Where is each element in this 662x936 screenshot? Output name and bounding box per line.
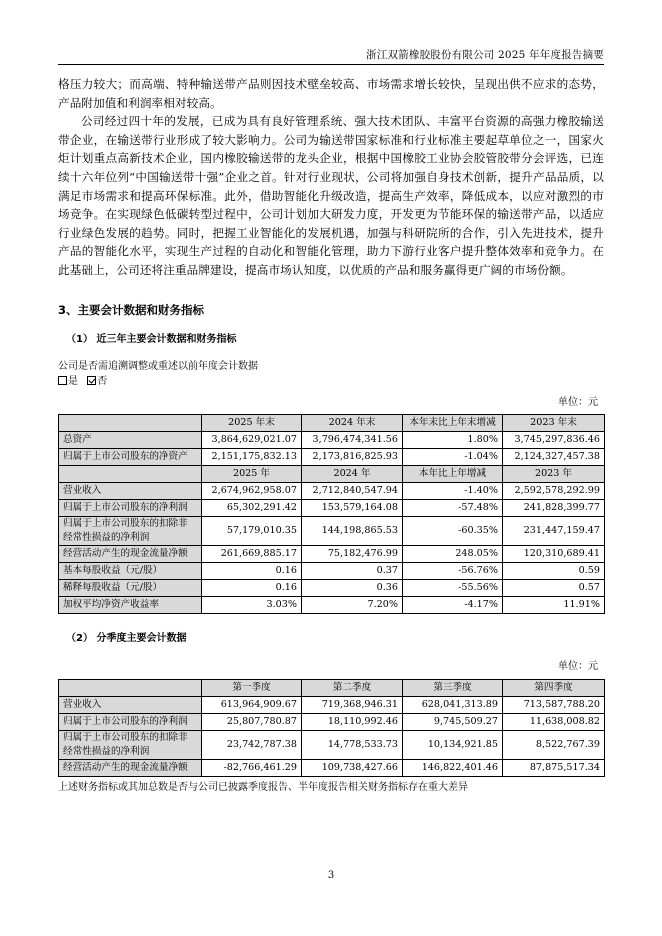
- table-header-cell: 本年比上年增减: [403, 465, 503, 482]
- table-row: [59, 448, 605, 465]
- section-title: 3、主要会计数据和财务指标: [58, 302, 205, 317]
- table-row: [59, 482, 605, 499]
- value-cell: 2,674,962,958.07: [202, 482, 302, 499]
- row-label-cell: 经营活动产生的现金流量净额: [59, 545, 202, 562]
- value-cell: -57.48%: [403, 499, 503, 516]
- value-cell: 75,182,476.99: [302, 545, 403, 562]
- value-cell: 9,745,509.27: [403, 713, 503, 730]
- value-cell: 2,173,816,825.93: [302, 448, 403, 465]
- value-cell: 261,669,885.17: [202, 545, 302, 562]
- table-row: [59, 499, 605, 516]
- value-cell: 14,778,533.73: [302, 730, 403, 759]
- table-header-cell: 第一季度: [202, 679, 302, 696]
- row-label-cell: 营业收入: [59, 482, 202, 499]
- row-label-cell: 归属于上市公司股东的净资产: [59, 448, 202, 465]
- page-header: 浙江双箭橡胶股份有限公司 2025 年年度报告摘要: [366, 49, 604, 61]
- table-row: [59, 579, 605, 596]
- table-header-cell: [59, 679, 202, 696]
- table-header-cell: 第三季度: [403, 679, 503, 696]
- value-cell: 0.36: [302, 579, 403, 596]
- value-cell: -82,766,461.29: [202, 759, 302, 776]
- row-label-cell: 归属于上市公司股东的扣除非经常性损益的净利润: [59, 516, 202, 545]
- value-cell: 57,179,010.35: [202, 516, 302, 545]
- table-row: [59, 759, 605, 776]
- table-header-cell: 第二季度: [302, 679, 403, 696]
- value-cell: 120,310,689.41: [503, 545, 605, 562]
- page-content: [58, 75, 604, 795]
- value-cell: 23,742,787.38: [202, 730, 302, 759]
- table-header-row: [59, 465, 605, 482]
- table-header-cell: 2023 年末: [503, 414, 605, 431]
- unit-label-1: 单位：元: [558, 396, 598, 408]
- value-cell: 3,745,297,836.46: [503, 431, 605, 448]
- value-cell: 146,822,401.46: [403, 759, 503, 776]
- restatement-question: 公司是否需追溯调整或重述以前年度会计数据: [58, 360, 258, 372]
- table-header-cell: 2025 年: [202, 465, 302, 482]
- value-cell: 628,041,313.89: [403, 696, 503, 713]
- option-yes-label: 是: [68, 375, 78, 387]
- row-label-cell: 归属于上市公司股东的扣除非经常性损益的净利润: [59, 730, 202, 759]
- subsection-1-title: （1） 近三年主要会计数据和财务指标: [66, 333, 237, 345]
- table-row: [59, 516, 605, 545]
- table-header-row: [59, 414, 605, 431]
- value-cell: 613,964,909.67: [202, 696, 302, 713]
- value-cell: 7.20%: [302, 596, 403, 613]
- table-header-cell: 2024 年末: [302, 414, 403, 431]
- value-cell: 2,124,327,457.38: [503, 448, 605, 465]
- value-cell: 2,712,840,547.94: [302, 482, 403, 499]
- table-row: [59, 596, 605, 613]
- value-cell: 0.37: [302, 562, 403, 579]
- row-label-cell: 归属于上市公司股东的净利润: [59, 499, 202, 516]
- value-cell: 719,368,946.31: [302, 696, 403, 713]
- value-cell: 0.59: [503, 562, 605, 579]
- value-cell: 10,134,921.85: [403, 730, 503, 759]
- annual-financial-table: [58, 414, 605, 614]
- quarterly-note: 上述财务指标或其加总数是否与公司已披露季度报告、半年度报告相关财务指标存在重大差异: [58, 781, 468, 793]
- table-header-cell: 2025 年末: [202, 414, 302, 431]
- value-cell: 2,592,578,292.99: [503, 482, 605, 499]
- restatement-options: [58, 374, 604, 389]
- unit-label-2: 单位：元: [558, 660, 598, 672]
- value-cell: 713,587,788.20: [503, 696, 605, 713]
- value-cell: 65,302,291.42: [202, 499, 302, 516]
- value-cell: 241,828,399.77: [503, 499, 605, 516]
- value-cell: 144,198,865.53: [302, 516, 403, 545]
- table-row: [59, 696, 605, 713]
- value-cell: -4.17%: [403, 596, 503, 613]
- value-cell: 231,447,159.47: [503, 516, 605, 545]
- row-label-cell: 归属于上市公司股东的净利润: [59, 713, 202, 730]
- value-cell: 0.57: [503, 579, 605, 596]
- value-cell: -1.04%: [403, 448, 503, 465]
- value-cell: 3,796,474,341.56: [302, 431, 403, 448]
- value-cell: 3,864,629,021.07: [202, 431, 302, 448]
- value-cell: -55.56%: [403, 579, 503, 596]
- table-header-cell: 2023 年: [503, 465, 605, 482]
- table-header-cell: 第四季度: [503, 679, 605, 696]
- table-row: [59, 562, 605, 579]
- table-header-cell: [59, 465, 202, 482]
- value-cell: 11.91%: [503, 596, 605, 613]
- option-no-label: 否: [97, 375, 108, 387]
- row-label-cell: 营业收入: [59, 696, 202, 713]
- row-label-cell: 经营活动产生的现金流量净额: [59, 759, 202, 776]
- row-label-cell: 基本每股收益（元/股）: [59, 562, 202, 579]
- value-cell: 109,738,427.66: [302, 759, 403, 776]
- table-header-cell: 2024 年: [302, 465, 403, 482]
- paragraph-2: 公司经过四十年的发展，已成为具有良好管理系统、强大技术团队、丰富平台资源的高强力橡胶输送带企业，在输送带行业形成了较大影响力。公司为输送带国家标准和行业标准主要起草单位之一，国家火炬计划重点高新技术企业，国内橡胶输送带的龙头企业，根据中国橡胶工业协会胶管胶带分会评选，已连续十六年位列“中国输送带十强”企业之首。针对行业现状，公司将加强自身技术创新，提升产品品质，以满足市场需求和提高环保标准。此外，借助智能化升级改造，提高生产效率，降低成本，以应对激烈的市场竞争。在实现绿色低碳转型过程中，公司计划加大研发力度，开发更为节能环保的输送带产品，以适应行业绿色发展的趋势。同时，把握工业智能化的发展机遇，加强与科研院所的合作，引入先进技术，提升产品的智能化水平，实现生产过程的自动化和智能化管理，助力下游行业客户提升整体效率和竞争力。在此基础上，公司还将注重品牌建设，提高市场认知度，以优质的产品和服务赢得更广阔的市场份额。: [58, 114, 604, 277]
- value-cell: 153,579,164.08: [302, 499, 403, 516]
- value-cell: 2,151,175,832.13: [202, 448, 302, 465]
- checkbox-no[interactable]: [87, 376, 96, 385]
- value-cell: 0.16: [202, 579, 302, 596]
- value-cell: 3.03%: [202, 596, 302, 613]
- value-cell: -60.35%: [403, 516, 503, 545]
- table-row: [59, 713, 605, 730]
- value-cell: -56.76%: [403, 562, 503, 579]
- value-cell: 87,875,517.34: [503, 759, 605, 776]
- value-cell: 0.16: [202, 562, 302, 579]
- page-number: 3: [327, 870, 335, 881]
- row-label-cell: 加权平均净资产收益率: [59, 596, 202, 613]
- table-header-row: [59, 679, 605, 696]
- value-cell: 248.05%: [403, 545, 503, 562]
- quarterly-financial-table: [58, 679, 605, 777]
- row-label-cell: 稀释每股收益（元/股）: [59, 579, 202, 596]
- table-row: [59, 730, 605, 759]
- value-cell: 25,807,780.87: [202, 713, 302, 730]
- header-rule: [58, 64, 604, 65]
- table-row: [59, 545, 605, 562]
- table-header-cell: 本年末比上年末增减: [403, 414, 503, 431]
- checkbox-yes[interactable]: [58, 376, 67, 385]
- value-cell: 1.80%: [403, 431, 503, 448]
- table-row: [59, 431, 605, 448]
- value-cell: 8,522,767.39: [503, 730, 605, 759]
- value-cell: -1.40%: [403, 482, 503, 499]
- paragraph-1: 格压力较大；而高端、特种输送带产品则因技术壁垒较高、市场需求增长较快，呈现出供不应求的态势，产品附加值和利润率相对较高。: [58, 77, 604, 110]
- value-cell: 18,110,992.46: [302, 713, 403, 730]
- row-label-cell: 总资产: [59, 431, 202, 448]
- subsection-2-title: （2） 分季度主要会计数据: [66, 632, 187, 644]
- table-header-cell: [59, 414, 202, 431]
- value-cell: 11,638,008.82: [503, 713, 605, 730]
